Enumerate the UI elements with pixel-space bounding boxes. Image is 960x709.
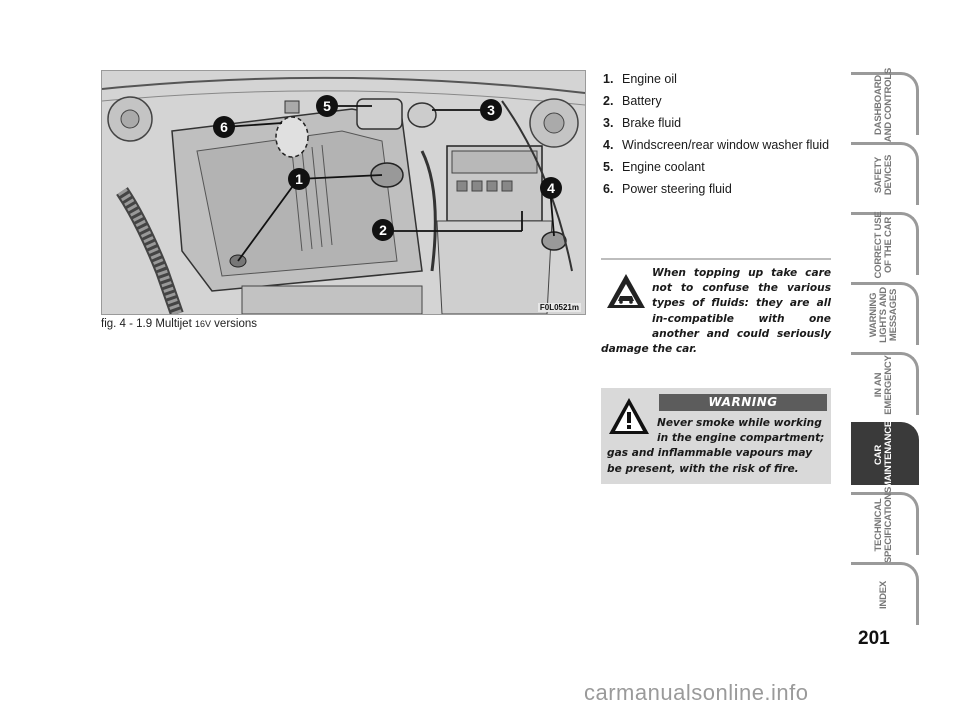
tab-technical-specifications[interactable]: TECHNICAL SPECIFICATIONS bbox=[851, 492, 919, 555]
tab-correct-use[interactable]: CORRECT USE OF THE CAR bbox=[851, 212, 919, 275]
tab-emergency[interactable]: IN AN EMERGENCY bbox=[851, 352, 919, 415]
callout-1: 1 bbox=[288, 168, 310, 190]
engine-bay-illustration bbox=[102, 71, 585, 314]
legend-item: 6. Power steering fluid bbox=[603, 182, 732, 196]
legend-item: 5. Engine coolant bbox=[603, 160, 705, 174]
callout-5: 5 bbox=[316, 95, 338, 117]
caution-note bbox=[601, 258, 831, 356]
tab-safety-devices[interactable]: SAFETY DEVICES bbox=[851, 142, 919, 205]
legend-item: 1. Engine oil bbox=[603, 72, 677, 86]
component-legend bbox=[603, 72, 833, 204]
car-caution-icon bbox=[605, 272, 647, 310]
chapter-tabs bbox=[851, 67, 919, 632]
tab-index[interactable]: INDEX bbox=[851, 562, 919, 625]
figure-code: F0L0521m bbox=[539, 303, 579, 312]
legend-item: 4. Windscreen/rear window washer fluid bbox=[603, 138, 830, 152]
engine-bay-figure bbox=[101, 70, 586, 315]
tab-car-maintenance[interactable]: CAR MAINTENANCE bbox=[851, 422, 919, 485]
warning-text: Never smoke while working in the engine compartment; gas and inflammable vapours may be present, with the risk of fire. bbox=[607, 417, 825, 475]
warning-box bbox=[601, 388, 831, 484]
legend-item: 3. Brake fluid bbox=[603, 116, 682, 130]
tab-dashboard-and-controls[interactable]: DASHBOARD AND CONTROLS bbox=[851, 72, 919, 135]
exclamation-triangle-icon bbox=[607, 396, 651, 436]
figure-caption: fig. 4 - 1.9 Multijet 16V versions bbox=[101, 318, 258, 330]
callout-2: 2 bbox=[372, 219, 394, 241]
warning-title: WARNING bbox=[659, 394, 827, 411]
callout-3: 3 bbox=[480, 99, 502, 121]
tab-warning-lights[interactable]: WARNING LIGHTS AND MESSAGES bbox=[851, 282, 919, 345]
page-number: 201 bbox=[858, 628, 890, 649]
legend-item: 2. Battery bbox=[603, 94, 662, 108]
callout-6: 6 bbox=[213, 116, 235, 138]
watermark: carmanualsonline.info bbox=[584, 680, 809, 705]
callout-4: 4 bbox=[540, 177, 562, 199]
note-text: When topping up take care not to confuse the various types of fluids: they are all in-compatible with one another and could seriously damage the car. bbox=[601, 267, 831, 356]
